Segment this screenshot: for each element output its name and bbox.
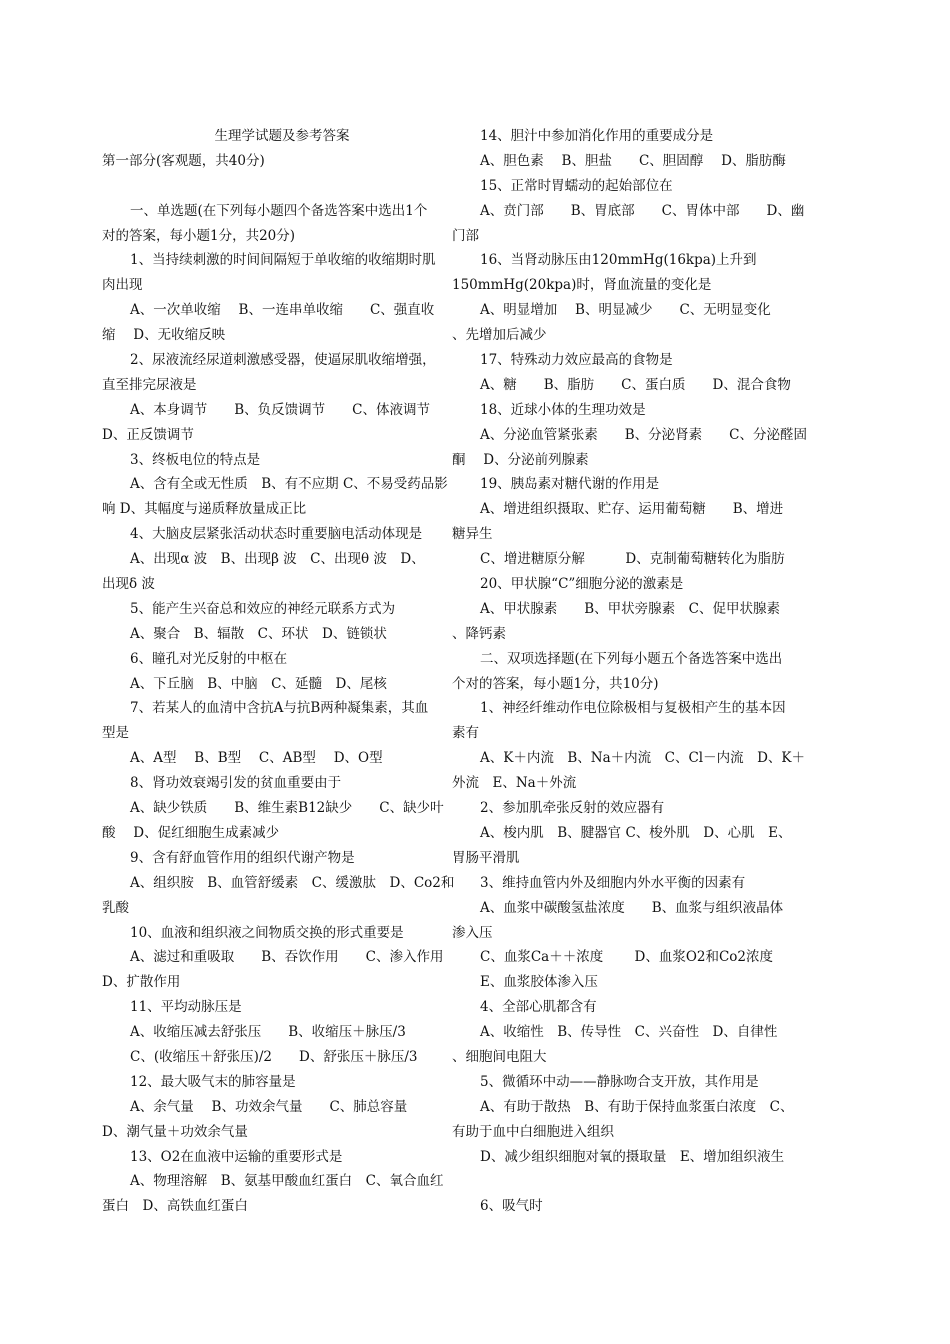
text-line: 4、全部心肌都含有 xyxy=(480,999,597,1016)
text-line: 17、特殊动力效应最高的食物是 xyxy=(480,352,673,369)
text-line: 150mmHg(20kpa)时，肾血流量的变化是 xyxy=(452,277,712,294)
text-line xyxy=(102,174,462,199)
text-line: 出现δ 波 xyxy=(102,576,155,593)
text-line: 酸 D、促红细胞生成素减少 xyxy=(102,824,280,841)
text-line: 1、当持续刺激的时间间隔短于单收缩的收缩期时肌 xyxy=(130,252,436,269)
text-line: 9、含有舒血管作用的组织代谢产物是 xyxy=(130,849,355,866)
text-line: 乳酸 xyxy=(102,899,129,916)
text-line: 素有 xyxy=(452,725,479,742)
text-line: A、明显增加 B、明显减少 C、无明显变化 xyxy=(480,302,771,319)
text-line: 3、终板电位的特点是 xyxy=(130,451,261,468)
text-line: C、血浆Ca＋＋浓度 D、血浆O2和Co2浓度 xyxy=(480,949,774,966)
text-line: A、甲状腺素 B、甲状旁腺素 C、促甲状腺素 xyxy=(480,600,780,617)
text-line: 胃肠平滑肌 xyxy=(452,849,520,866)
text-line: D、扩散作用 xyxy=(102,974,181,991)
text-line: A、滤过和重吸取 B、吞饮作用 C、渗入作用 xyxy=(130,949,444,966)
text-line: 糖异生 xyxy=(452,526,493,543)
text-line: A、聚合 B、辐散 C、环状 D、链锁状 xyxy=(130,625,387,642)
text-line: 15、正常时胃蠕动的起始部位在 xyxy=(480,177,673,194)
text-line: 外流 E、Na＋外流 xyxy=(452,775,577,792)
text-line: 13、O2在血液中运输的重要形式是 xyxy=(130,1148,343,1165)
text-line: A、物理溶解 B、氨基甲酸血红蛋白 C、氧合血红 xyxy=(130,1173,444,1190)
text-line: 7、若某人的血清中含抗A与抗B两种凝集素，其血 xyxy=(130,700,429,717)
text-line xyxy=(452,1169,812,1194)
text-line: 1、神经纤维动作电位除极相与复极相产生的基本因 xyxy=(480,700,786,717)
text-line: D、正反馈调节 xyxy=(102,426,194,443)
text-line: A、缺少铁质 B、维生素B12缺少 C、缺少叶 xyxy=(130,800,444,817)
text-line: 8、肾功效衰竭引发的贫血重要由于 xyxy=(130,775,342,792)
text-line: 14、胆汁中参加消化作用的重要成分是 xyxy=(480,128,714,144)
text-line: 缩 D、无收缩反映 xyxy=(102,327,226,344)
text-line: 16、当肾动脉压由120mmHg(16kpa)上升到 xyxy=(480,252,757,269)
text-line: 一、单选题(在下列每小题四个备选答案中选出1个 xyxy=(130,202,428,219)
text-line: A、组织胺 B、血管舒缓素 C、缓激肽 D、Co2和 xyxy=(130,874,455,891)
text-line: A、增进组织摄取、贮存、运用葡萄糖 B、增进 xyxy=(480,501,784,518)
text-line: 二、双项选择题(在下列每小题五个备选答案中选出 xyxy=(480,650,783,667)
text-line: D、潮气量＋功效余气量 xyxy=(102,1123,248,1140)
text-line: 3、维持血管内外及细胞内外水平衡的因素有 xyxy=(480,874,746,891)
text-line: A、出现α 波 B、出现β 波 C、出现θ 波 D、 xyxy=(130,551,425,568)
text-line: 6、吸气时 xyxy=(480,1198,543,1215)
text-line: A、A型 B、B型 C、AB型 D、O型 xyxy=(130,750,383,767)
text-line: A、收缩性 B、传导性 C、兴奋性 D、自律性 xyxy=(480,1024,778,1041)
text-line: 酮 D、分泌前列腺素 xyxy=(452,451,589,468)
text-line: 肉出现 xyxy=(102,277,143,294)
text-line: 个对的答案，每小题1分，共10分) xyxy=(452,675,659,692)
text-line: 20、甲状腺“C”细胞分泌的激素是 xyxy=(480,576,684,593)
text-line: A、余气量 B、功效余气量 C、肺总容量 xyxy=(130,1098,408,1115)
text-line: 渗入压 xyxy=(452,924,493,941)
text-line: 5、能产生兴奋总和效应的神经元联系方式为 xyxy=(130,600,396,617)
text-line: A、糖 B、脂肪 C、蛋白质 D、混合食物 xyxy=(480,376,791,393)
text-line: 第一部分(客观题，共40分) xyxy=(102,152,265,169)
text-line: A、含有全或无性质 B、有不应期 C、不易受药品影 xyxy=(130,476,448,493)
text-line: 19、胰岛素对糖代谢的作用是 xyxy=(480,476,660,493)
text-line: 6、瞳孔对光反射的中枢在 xyxy=(130,650,288,667)
text-line: 直至排完尿液是 xyxy=(102,376,197,393)
text-line: 门部 xyxy=(452,227,479,244)
text-line: 、先增加后减少 xyxy=(452,327,547,344)
right-column xyxy=(452,124,812,1219)
text-line: 、降钙素 xyxy=(452,625,506,642)
text-line: A、一次单收缩 B、一连串单收缩 C、强直收 xyxy=(130,302,435,319)
text-line: A、收缩压减去舒张压 B、收缩压＋脉压/3 xyxy=(130,1024,406,1041)
text-line: D、减少组织细胞对氧的摄取量 E、增加组织液生 xyxy=(480,1148,785,1165)
text-line: A、下丘脑 B、中脑 C、延髓 D、尾核 xyxy=(130,675,387,692)
text-line: A、贲门部 B、胃底部 C、胃体中部 D、幽 xyxy=(480,202,805,219)
document-title: 生理学试题及参考答案 xyxy=(214,128,350,144)
text-line: 响 D、其幅度与递质释放量成正比 xyxy=(102,501,307,518)
text-line: 4、大脑皮层紧张活动状态时重要脑电活动体现是 xyxy=(130,526,423,543)
text-line: 2、参加肌牵张反射的效应器有 xyxy=(480,800,665,817)
text-line: 、细胞间电阻大 xyxy=(452,1048,547,1065)
text-line: 对的答案，每小题1分，共20分) xyxy=(102,227,296,244)
text-line: A、K＋内流 B、Na＋内流 C、Cl－内流 D、K＋ xyxy=(480,750,806,767)
text-line: 蛋白 D、高铁血红蛋白 xyxy=(102,1198,248,1215)
text-line: 5、微循环中动——静脉吻合支开放，其作用是 xyxy=(480,1073,759,1090)
text-line: 11、平均动脉压是 xyxy=(130,999,242,1016)
text-line: A、胆色素 B、胆盐 C、胆固醇 D、脂肪酶 xyxy=(480,152,786,169)
text-line: 有助于血中白细胞进入组织 xyxy=(452,1123,614,1140)
text-line: A、本身调节 B、负反馈调节 C、体液调节 xyxy=(130,401,430,418)
text-line: A、分泌血管紧张素 B、分泌肾素 C、分泌醛固 xyxy=(480,426,807,443)
text-line: C、增进糖原分解 D、克制葡萄糖转化为脂肪 xyxy=(480,551,785,568)
left-column xyxy=(102,124,462,1219)
text-line: A、梭内肌 B、腱器官 C、梭外肌 D、心肌 E、 xyxy=(480,824,792,841)
text-line: 12、最大吸气末的肺容量是 xyxy=(130,1073,296,1090)
text-line: 18、近球小体的生理功效是 xyxy=(480,401,646,418)
text-line: 10、血液和组织液之间物质交换的形式重要是 xyxy=(130,924,404,941)
text-line: 型是 xyxy=(102,725,129,742)
text-line: C、(收缩压＋舒张压)/2 D、舒张压＋脉压/3 xyxy=(130,1048,418,1065)
text-line: A、有助于散热 B、有助于保持血浆蛋白浓度 C、 xyxy=(480,1098,794,1115)
text-line: A、血浆中碳酸氢盐浓度 B、血浆与组织液晶体 xyxy=(480,899,784,916)
text-line: E、血浆胶体渗入压 xyxy=(480,974,598,991)
text-line: 2、尿液流经尿道刺激感受器，使逼尿肌收缩增强， xyxy=(130,352,436,369)
